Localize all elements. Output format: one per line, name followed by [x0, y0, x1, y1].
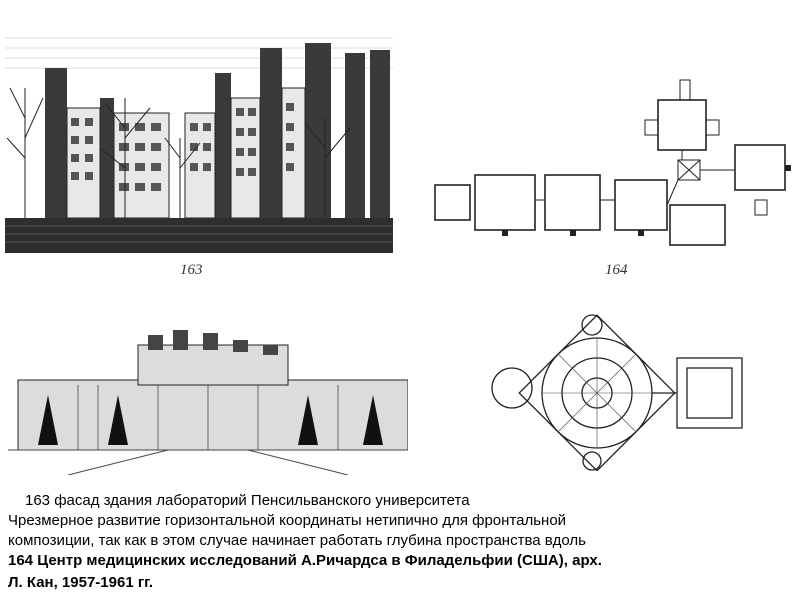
caption-line-2: Чрезмерное развитие горизонтальной координаты нетипично для фронтальной	[8, 512, 567, 529]
figure-163-facade-drawing	[5, 28, 393, 253]
figure-164-floor-plan	[430, 70, 800, 255]
figure-164-number: 164	[605, 262, 628, 278]
caption-line-3: композиции, так как в этом случае начинает работать глубина пространства вдоль	[8, 532, 586, 549]
caption-line-1: 163 фасад здания лабораторий Пенсильванского университета	[25, 492, 470, 509]
circular-plan-drawing	[487, 313, 770, 471]
elevation-drawing	[8, 325, 408, 475]
caption-line-4: 164 Центр медицинских исследований А.Ричардса в Филадельфии (США), арх.	[8, 552, 602, 569]
figure-163-number: 163	[180, 262, 203, 278]
caption-line-5: Л. Кан, 1957-1961 гг.	[8, 574, 153, 591]
